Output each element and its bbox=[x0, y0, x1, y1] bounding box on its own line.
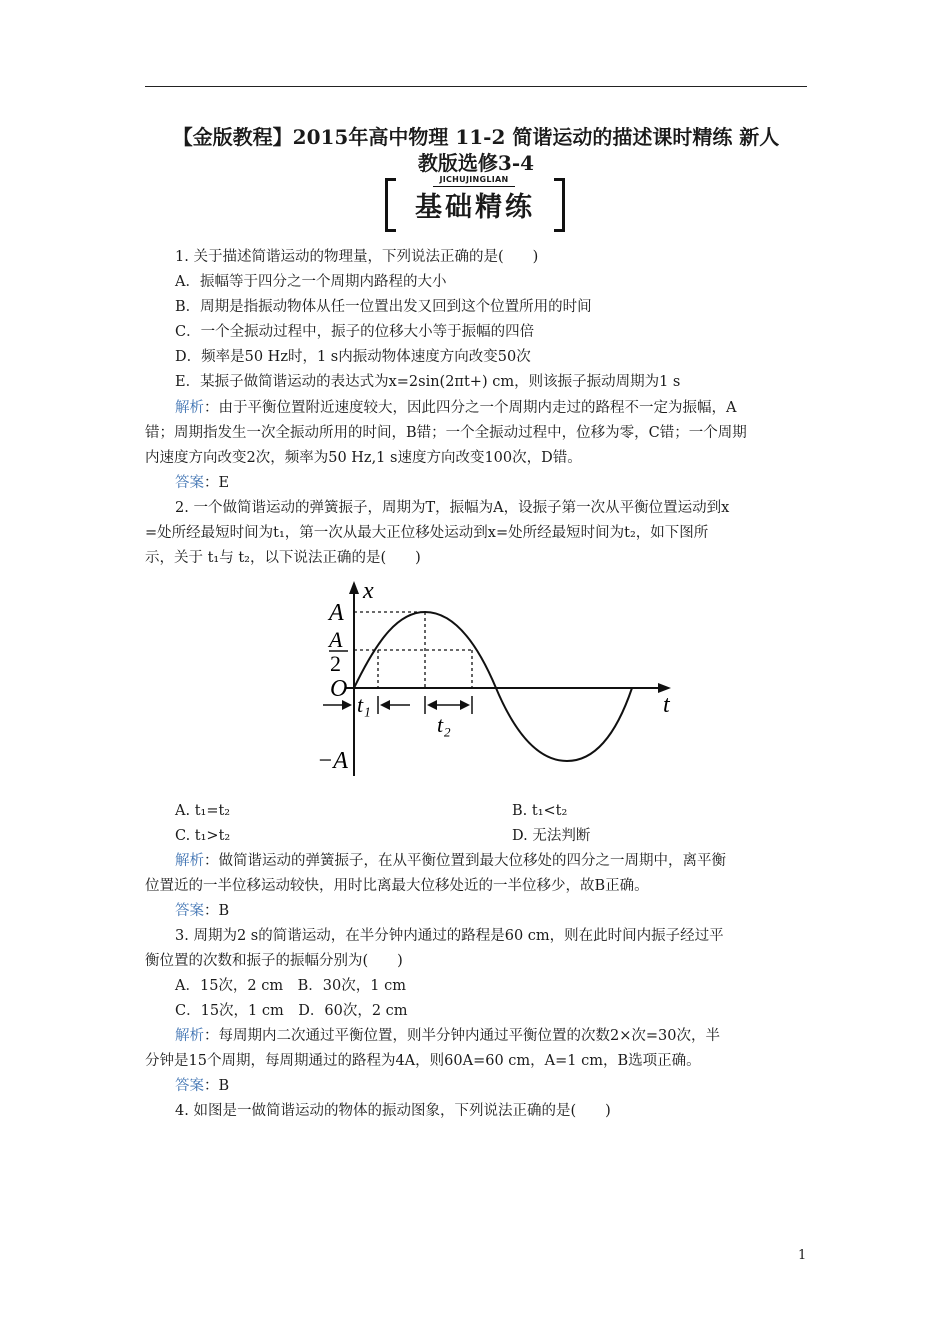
q2-option-b: B. t₁<t₂ bbox=[512, 803, 568, 819]
sine-curve bbox=[354, 612, 632, 761]
badge-pinyin: JICHUJINGLIAN bbox=[433, 174, 515, 187]
half-amp-numerator: A bbox=[329, 627, 343, 652]
q3-stem-line-1: 3. 周期为2 s的简谐运动，在半分钟内通过的路程是60 cm，则在此时间内振子经过平 bbox=[175, 928, 724, 944]
t1-label: t₁ bbox=[357, 692, 371, 717]
t2-arrowhead-left bbox=[427, 700, 437, 710]
title-line-1: 【金版教程】2015年高中物理 11-2 简谐运动的描述课时精练 新人 bbox=[172, 125, 780, 149]
q4-stem: 4. 如图是一做简谐运动的物体的振动图象，下列说法正确的是( ) bbox=[175, 1103, 611, 1119]
q3-analysis-line-1: 解析：每周期内二次通过平衡位置，则半分钟内通过平衡位置的次数2×次=30次，半 bbox=[175, 1028, 720, 1044]
t2-arrowhead-right bbox=[460, 700, 470, 710]
section-badge bbox=[385, 174, 565, 230]
q2-option-d: D. 无法判断 bbox=[512, 828, 591, 844]
bracket-left bbox=[385, 178, 396, 232]
q3-stem-line-2: 衡位置的次数和振子的振幅分别为( ) bbox=[145, 953, 403, 969]
q3-analysis-line-2: 分钟是15个周期，每周期通过的路程为4A，则60A=60 cm，A=1 cm，B选项正确。 bbox=[145, 1053, 701, 1069]
q1-answer: 答案：E bbox=[175, 475, 230, 491]
bracket-right bbox=[554, 178, 565, 232]
oscillation-graph bbox=[315, 578, 690, 788]
x-axis-label: t bbox=[663, 692, 670, 718]
t1-arrowhead-right bbox=[380, 700, 390, 710]
origin-label: O bbox=[330, 676, 348, 702]
q1-analysis-line-2: 错；周期指发生一次全振动所用的时间，B错；一个全振动过程中，位移为零，C错；一个周期 bbox=[145, 425, 747, 441]
badge-title: 基础精练 bbox=[415, 192, 535, 223]
header-rule bbox=[145, 86, 807, 87]
q2-stem-line-2: =处所经最短时间为t₁，第一次从最大正位移处运动到x=处所经最短时间为t₂，如下图所 bbox=[145, 525, 709, 541]
q2-answer: 答案：B bbox=[175, 903, 230, 919]
negative-amplitude-label: −A bbox=[317, 748, 348, 774]
q2-stem-line-3: 示，关于 t₁与 t₂，以下说法正确的是( ) bbox=[145, 550, 421, 566]
analysis-label: 解析 bbox=[175, 853, 204, 869]
page-number: 1 bbox=[798, 1248, 807, 1263]
q1-option-b: B．周期是指振动物体从任一位置出发又回到这个位置所用的时间 bbox=[175, 299, 592, 315]
q1-analysis-line-3: 内速度方向改变2次，频率为50 Hz,1 s速度方向改变100次，D错。 bbox=[145, 450, 582, 466]
analysis-label: 解析 bbox=[175, 400, 204, 416]
q1-stem: 1. 关于描述简谐运动的物理量，下列说法正确的是( ) bbox=[175, 249, 539, 265]
q1-option-e: E．某振子做简谐运动的表达式为x=2sin(2πt+) cm，则该振子振动周期为1 s bbox=[175, 374, 681, 390]
q2-option-a: A. t₁=t₂ bbox=[175, 803, 231, 819]
analysis-label: 解析 bbox=[175, 1028, 204, 1044]
y-axis-arrow bbox=[349, 581, 359, 594]
amplitude-label: A bbox=[329, 600, 344, 626]
t2-label: t₂ bbox=[437, 712, 451, 737]
q3-options-cd: C．15次，1 cm D．60次，2 cm bbox=[175, 1003, 408, 1019]
q2-analysis-line-2: 位置近的一半位移运动较快，用时比离最大位移处近的一半位移少，故B正确。 bbox=[145, 878, 649, 894]
q3-answer: 答案：B bbox=[175, 1078, 230, 1094]
q2-option-c: C. t₁>t₂ bbox=[175, 828, 231, 844]
q3-options-ab: A．15次，2 cm B．30次，1 cm bbox=[175, 978, 406, 994]
answer-label: 答案 bbox=[175, 903, 204, 919]
half-amp-denominator: 2 bbox=[330, 651, 341, 676]
q1-option-c: C．一个全振动过程中，振子的位移大小等于振幅的四倍 bbox=[175, 324, 535, 340]
y-axis-label: x bbox=[363, 578, 374, 604]
q1-option-a: A．振幅等于四分之一个周期内路程的大小 bbox=[175, 274, 447, 290]
q1-analysis-line-1: 解析：由于平衡位置附近速度较大，因此四分之一个周期内走过的路程不一定为振幅，A bbox=[175, 400, 737, 416]
q1-option-d: D．频率是50 Hz时，1 s内振动物体速度方向改变50次 bbox=[175, 349, 531, 365]
title-line-2: 教版选修3-4 bbox=[417, 151, 535, 175]
q2-stem-line-1: 2. 一个做简谐运动的弹簧振子，周期为T，振幅为A，设振子第一次从平衡位置运动到x bbox=[175, 500, 730, 516]
answer-label: 答案 bbox=[175, 1078, 204, 1094]
answer-label: 答案 bbox=[175, 475, 204, 491]
q2-analysis-line-1: 解析：做简谐运动的弹簧振子，在从平衡位置到最大位移处的四分之一周期中，离平衡 bbox=[175, 853, 726, 869]
